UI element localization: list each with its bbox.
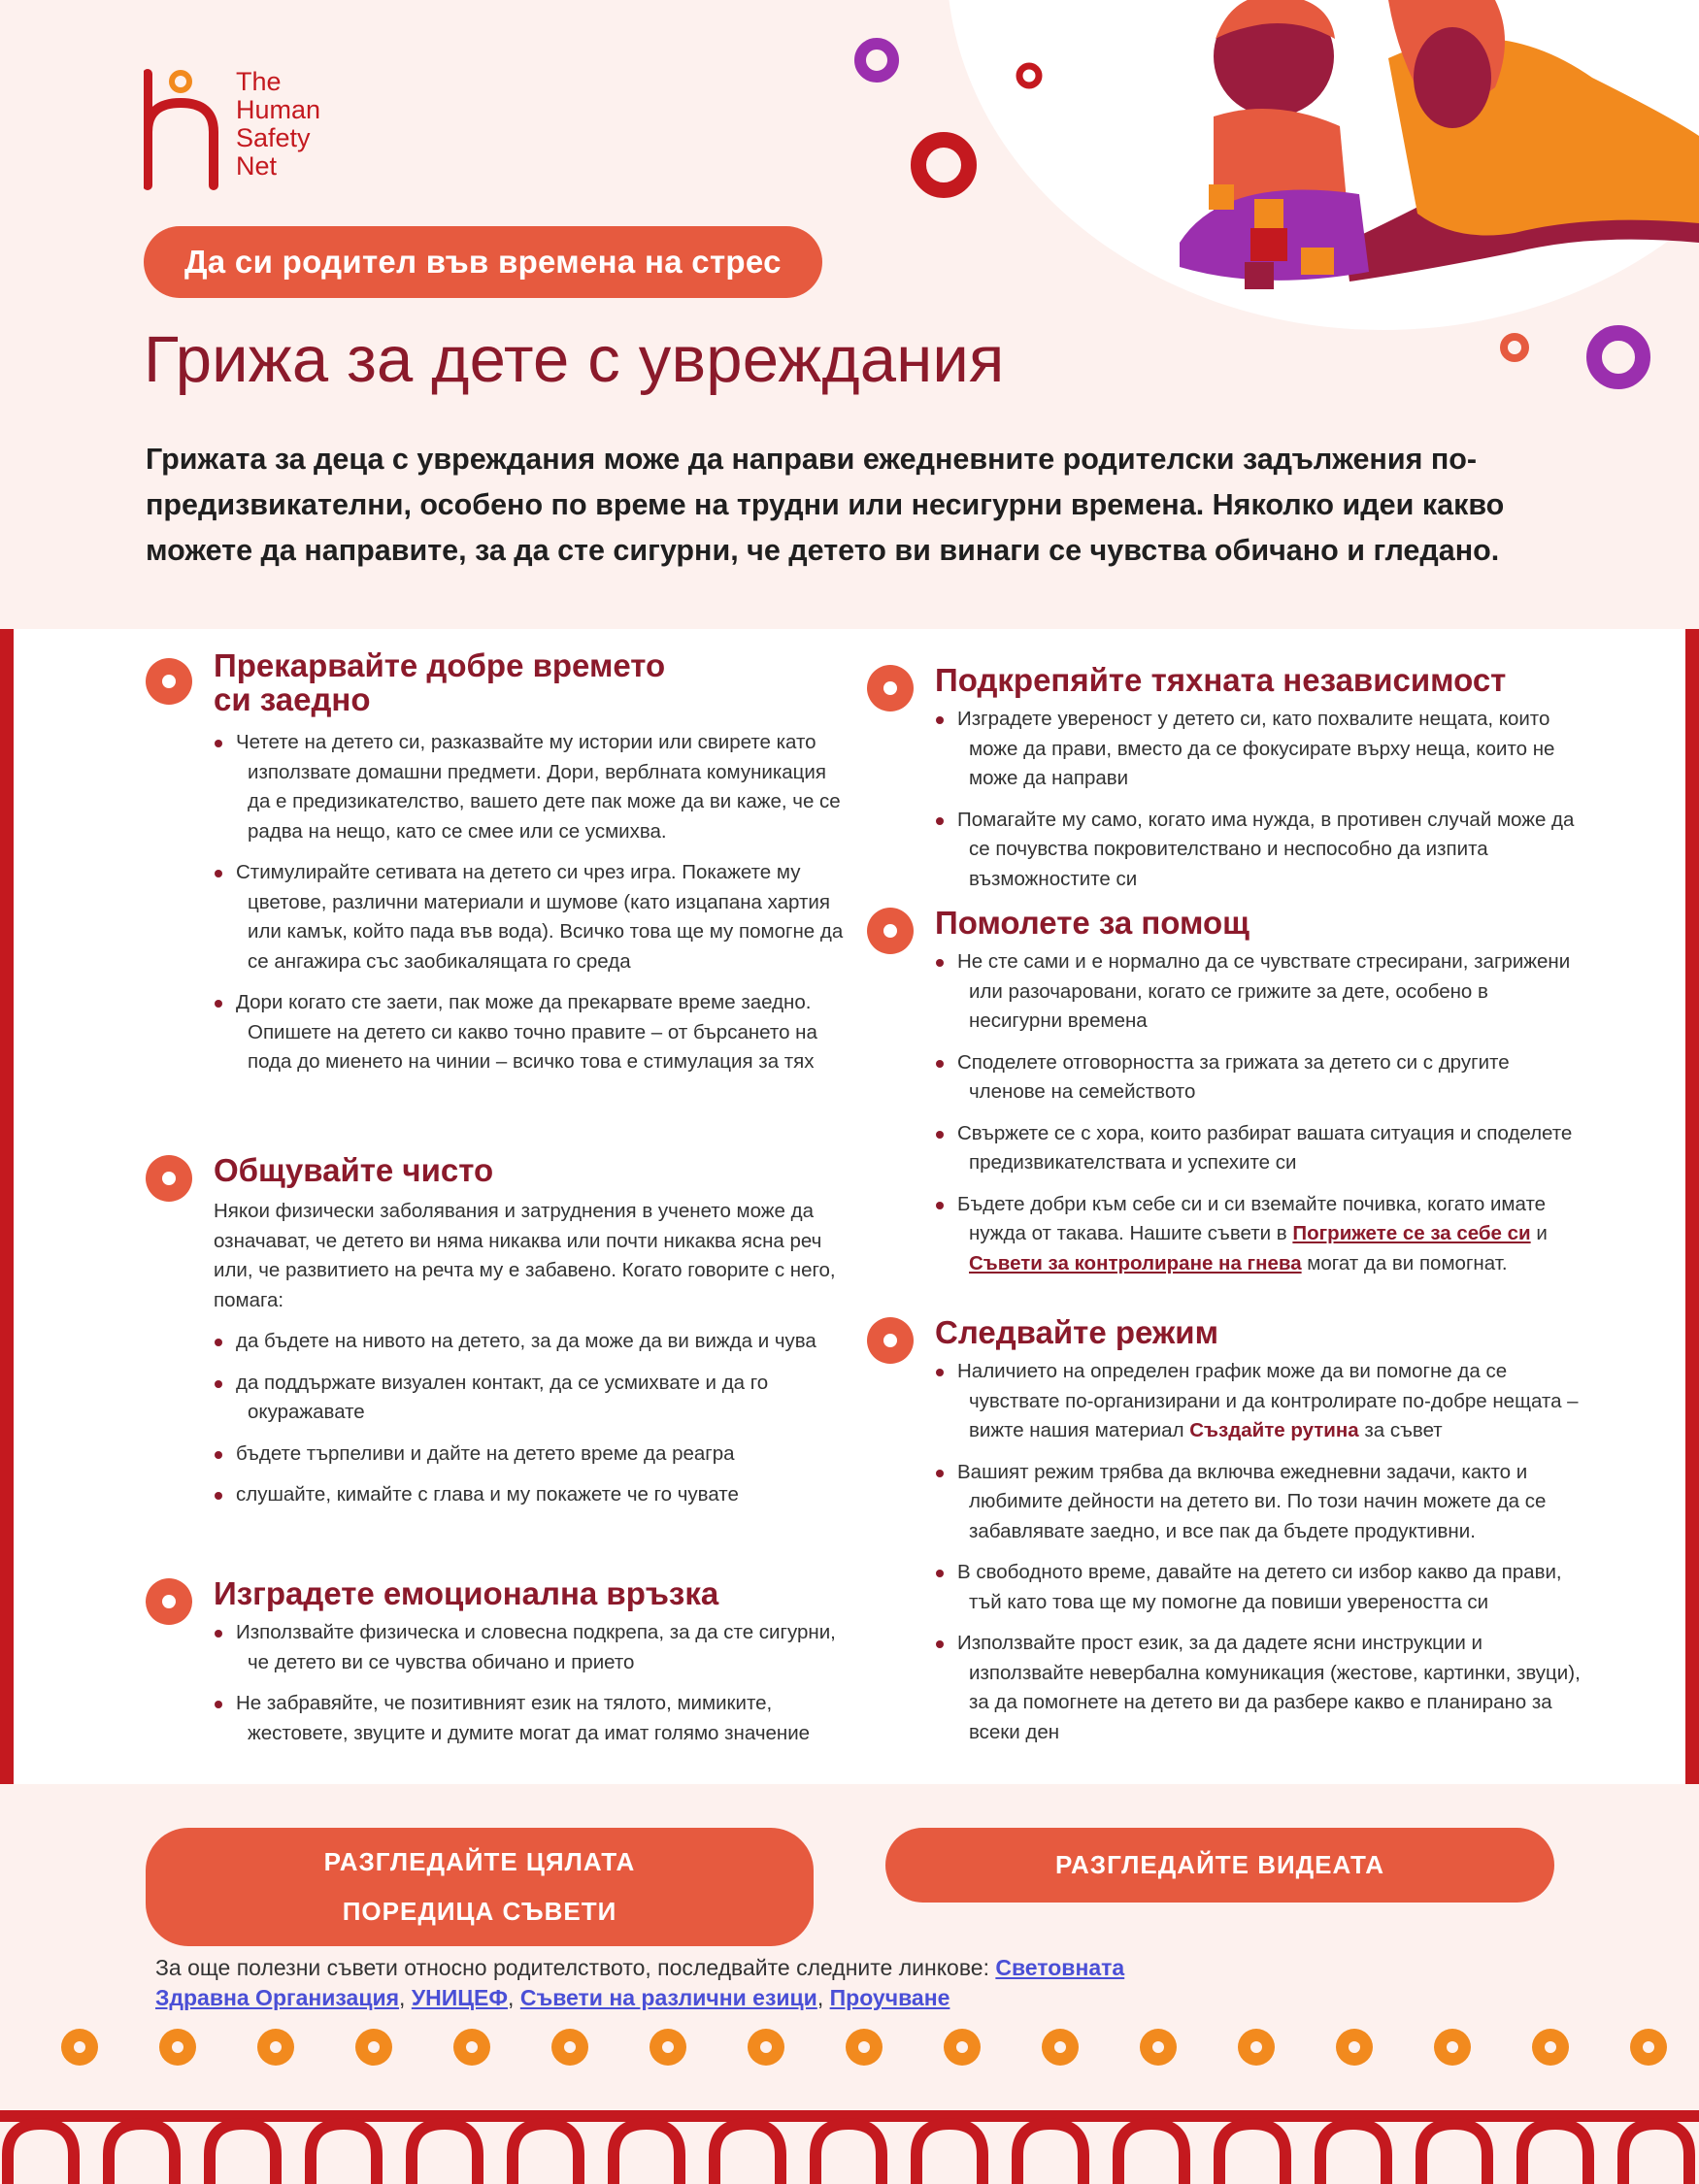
bullet-list (935, 947, 1585, 1278)
footer-text: За още полезни съвети относно родителството, последвайте следните линкове: (155, 1955, 996, 1980)
toy-block (1301, 248, 1334, 275)
section-title: Изградете емоционална връзка (214, 1575, 719, 1611)
list-item: В свободното време, давайте на детето си избор какво да прави, тъй като това ще му помогне да повиши увереността си (935, 1558, 1585, 1617)
list-item (935, 1357, 1585, 1446)
bullet-ring-icon (867, 908, 914, 954)
decorative-arches (0, 2077, 1699, 2184)
orange-dot-icon (355, 2029, 392, 2066)
bullet-ring-icon (867, 1317, 914, 1364)
logo-line: The (236, 67, 282, 96)
bullet-list (935, 1357, 1585, 1747)
logo-line: Safety (236, 123, 311, 152)
orange-dot-icon (1042, 2029, 1079, 2066)
list-item: Споделете отговорността за грижата за детето си с другите членове на семейството (935, 1048, 1585, 1108)
separator: , (816, 1985, 830, 2010)
section-routine (867, 1315, 1585, 1747)
bullet-list (214, 1618, 845, 1748)
list-item: Стимулирайте сетивата на детето си чрез игра. Покажете му цветове, различни материали и шумове (като изцапана хартия или камък, който пада във вода). Всичко това ще му помогне да се ангажира със заобикалящата го среда (214, 858, 845, 976)
orange-dot-icon (61, 2029, 98, 2066)
section-help (867, 906, 1585, 1278)
item-text: за съвет (1358, 1419, 1443, 1441)
orange-dot-icon (1336, 2029, 1373, 2066)
parent-face (1414, 27, 1491, 128)
footer-links (155, 1953, 1223, 2013)
list-item: Помагайте му само, когато има нужда, в противен случай може да се почувства покровителствано и неспособно да изпита възможностите си (935, 806, 1585, 895)
view-videos-button[interactable]: РАЗГЛЕДАЙТЕ ВИДЕАТА (885, 1828, 1554, 1903)
logo-line: Net (236, 151, 278, 181)
section-heading (867, 663, 1585, 697)
section-emotional (146, 1576, 845, 1748)
left-border (0, 629, 14, 1784)
orange-dot-icon (1434, 2029, 1471, 2066)
orange-dot-icon (453, 2029, 490, 2066)
series-tag: Да си родител във времена на стрес (144, 226, 822, 298)
orange-dot-icon (1238, 2029, 1275, 2066)
separator: , (399, 1985, 412, 2010)
list-item: Четете на детето си, разказвайте му истории или свирете като използвате домашни предмети. Дори, верблната комуникация да е предизикателство, вашето дете пак може да ви каже, че се радва на нещо, като се смее или се усмихва. (214, 728, 845, 846)
button-label: ПОРЕДИЦА СЪВЕТИ (342, 1897, 617, 1926)
list-item (935, 1190, 1585, 1279)
list-item: слушайте, кимайте с глава и му покажете че го чувате (214, 1480, 845, 1510)
right-border (1685, 629, 1699, 1784)
item-text: и (1530, 1222, 1548, 1244)
logo-line: Human (236, 95, 321, 124)
list-item: Изградете увереност у детето си, като похвалите нещата, които може да прави, вместо да се фокусирате върху неща, които не може да направи (935, 705, 1585, 794)
section-heading (867, 1315, 1585, 1349)
red-ring-icon (918, 140, 969, 190)
red-ring-icon (1504, 337, 1525, 358)
purple-ring-icon (860, 44, 893, 77)
orange-dot-icon (1140, 2029, 1177, 2066)
bullet-list (935, 705, 1585, 894)
section-heading (146, 1153, 845, 1187)
item-text: Бъдете добри към себе си и си вземайте почивка, когато имате нужда от такава. Нашите съвети в (957, 1192, 1547, 1244)
who-link[interactable]: Световната Здравна Организация (155, 1955, 1125, 2010)
section-heading (867, 906, 1585, 940)
list-item: да бъдете на нивото на детето, за да може да ви вижда и чува (214, 1327, 845, 1357)
bullet-list (214, 728, 845, 1077)
bullet-ring-icon (146, 658, 192, 705)
section-intro: Някои физически заболявания и затруднения в ученето може да означават, че детето ви няма никаква или почти никаква ясна реч или, че развитието на речта му е забавено. Когато говорите с него, помага: (214, 1200, 836, 1311)
orange-dot-icon (551, 2029, 588, 2066)
logo-wordmark (236, 68, 320, 181)
orange-dot-icon (257, 2029, 294, 2066)
list-item: Свържете се с хора, които разбират вашата ситуация и споделете предизвикателствата и успехите си (935, 1119, 1585, 1178)
orange-dot-icon (159, 2029, 196, 2066)
list-item: Не забравяйте, че позитивният език на тялото, мимиките, жестовете, звуците и думите могат да имат голямо значение (214, 1689, 845, 1748)
section-independence (867, 663, 1585, 894)
view-series-button[interactable] (146, 1828, 814, 1946)
toy-block (1254, 199, 1283, 228)
orange-dot-icon (1630, 2029, 1667, 2066)
intro-paragraph: Грижата за деца с увреждания може да направи ежедневните родителски задължения по-предизвикателни, особено по време на трудни или несигурни времена. Няколко идеи какво можете да направите, за да сте сигурни, че детето ви винаги се чувства обичано и гледано. (146, 443, 1505, 567)
research-link[interactable]: Проучване (829, 1985, 950, 2010)
anger-tips-link[interactable]: Съвети за контролиране на гнева (969, 1251, 1302, 1274)
list-item: Използвайте прост език, за да дадете ясни инструкции и използвайте невербална комуникация (жестове, картинки, звуци), за да помогнете на детето ви да разбере какво е планирано за всеки ден (935, 1629, 1585, 1747)
list-item: Използвайте физическа и словесна подкрепа, за да сте сигурни, че детето ви се чувства обичано и прието (214, 1618, 845, 1677)
toy-block (1250, 228, 1287, 261)
section-title: Подкрепяйте тяхната независимост (935, 662, 1507, 698)
bullet-ring-icon (867, 665, 914, 711)
section-title: Помолете за помощ (935, 905, 1250, 941)
section-time-together (146, 648, 845, 1077)
routine-material-ref: Създайте рутина (1189, 1419, 1359, 1441)
section-communicate (146, 1153, 845, 1510)
separator: , (508, 1985, 520, 2010)
list-item: да поддържате визуален контакт, да се усмихвате и да го окуражавате (214, 1369, 845, 1428)
item-text: могат да ви помогнат. (1301, 1251, 1508, 1274)
orange-dot-icon (944, 2029, 981, 2066)
languages-link[interactable]: Съвети на различни езици (519, 1985, 817, 2010)
list-item: Вашият режим трябва да включва ежедневни задачи, както и любимите дейности на детето ви. По този начин можете да се забавлявате заедно, и все пак да бъдете продуктивни. (935, 1458, 1585, 1547)
self-care-link[interactable]: Погрижете се за себе си (1292, 1222, 1531, 1244)
unicef-link[interactable]: УНИЦЕФ (411, 1985, 509, 2010)
decorative-dots (0, 2029, 1699, 2068)
list-item: Не сте сами и е нормално да се чувствате стресирани, загрижени или разочаровани, когато се грижите за дете, особено в несигурни времена (935, 947, 1585, 1037)
orange-dot-icon (1532, 2029, 1569, 2066)
list-item: Дори когато сте заети, пак може да прекарвате време заедно. Опишете на детето си какво точно правите – от бърсането на пода до миенето на чинии – всичко това е стимулация за тях (214, 988, 845, 1077)
item-text: Наличието на определен график може да ви помогне да се чувствате по-организирани и да контролирате по-добре нещата – вижте нашия материал (957, 1360, 1579, 1441)
purple-ring-icon (1594, 333, 1643, 381)
bullet-list (214, 1327, 845, 1510)
section-title: Прекарвайте добре времето (214, 647, 666, 683)
toy-block (1245, 262, 1274, 289)
section-title: си заедно (214, 681, 371, 717)
page-title: Грижа за дете с увреждания (144, 323, 1005, 396)
list-item: бъдете търпеливи и дайте на детето време да реагра (214, 1439, 845, 1470)
orange-dot-icon (650, 2029, 686, 2066)
orange-dot-icon (846, 2029, 883, 2066)
orange-dot-icon (748, 2029, 784, 2066)
section-heading (146, 648, 845, 716)
section-title: Общувайте чисто (214, 1152, 494, 1188)
section-heading (146, 1576, 845, 1610)
bullet-ring-icon (146, 1578, 192, 1625)
bullet-ring-icon (146, 1155, 192, 1202)
toy-block (1209, 184, 1234, 210)
red-ring-icon (1019, 66, 1039, 85)
button-label: РАЗГЛЕДАЙТЕ ЦЯЛАТА (323, 1847, 636, 1876)
section-title: Следвайте режим (935, 1314, 1219, 1350)
